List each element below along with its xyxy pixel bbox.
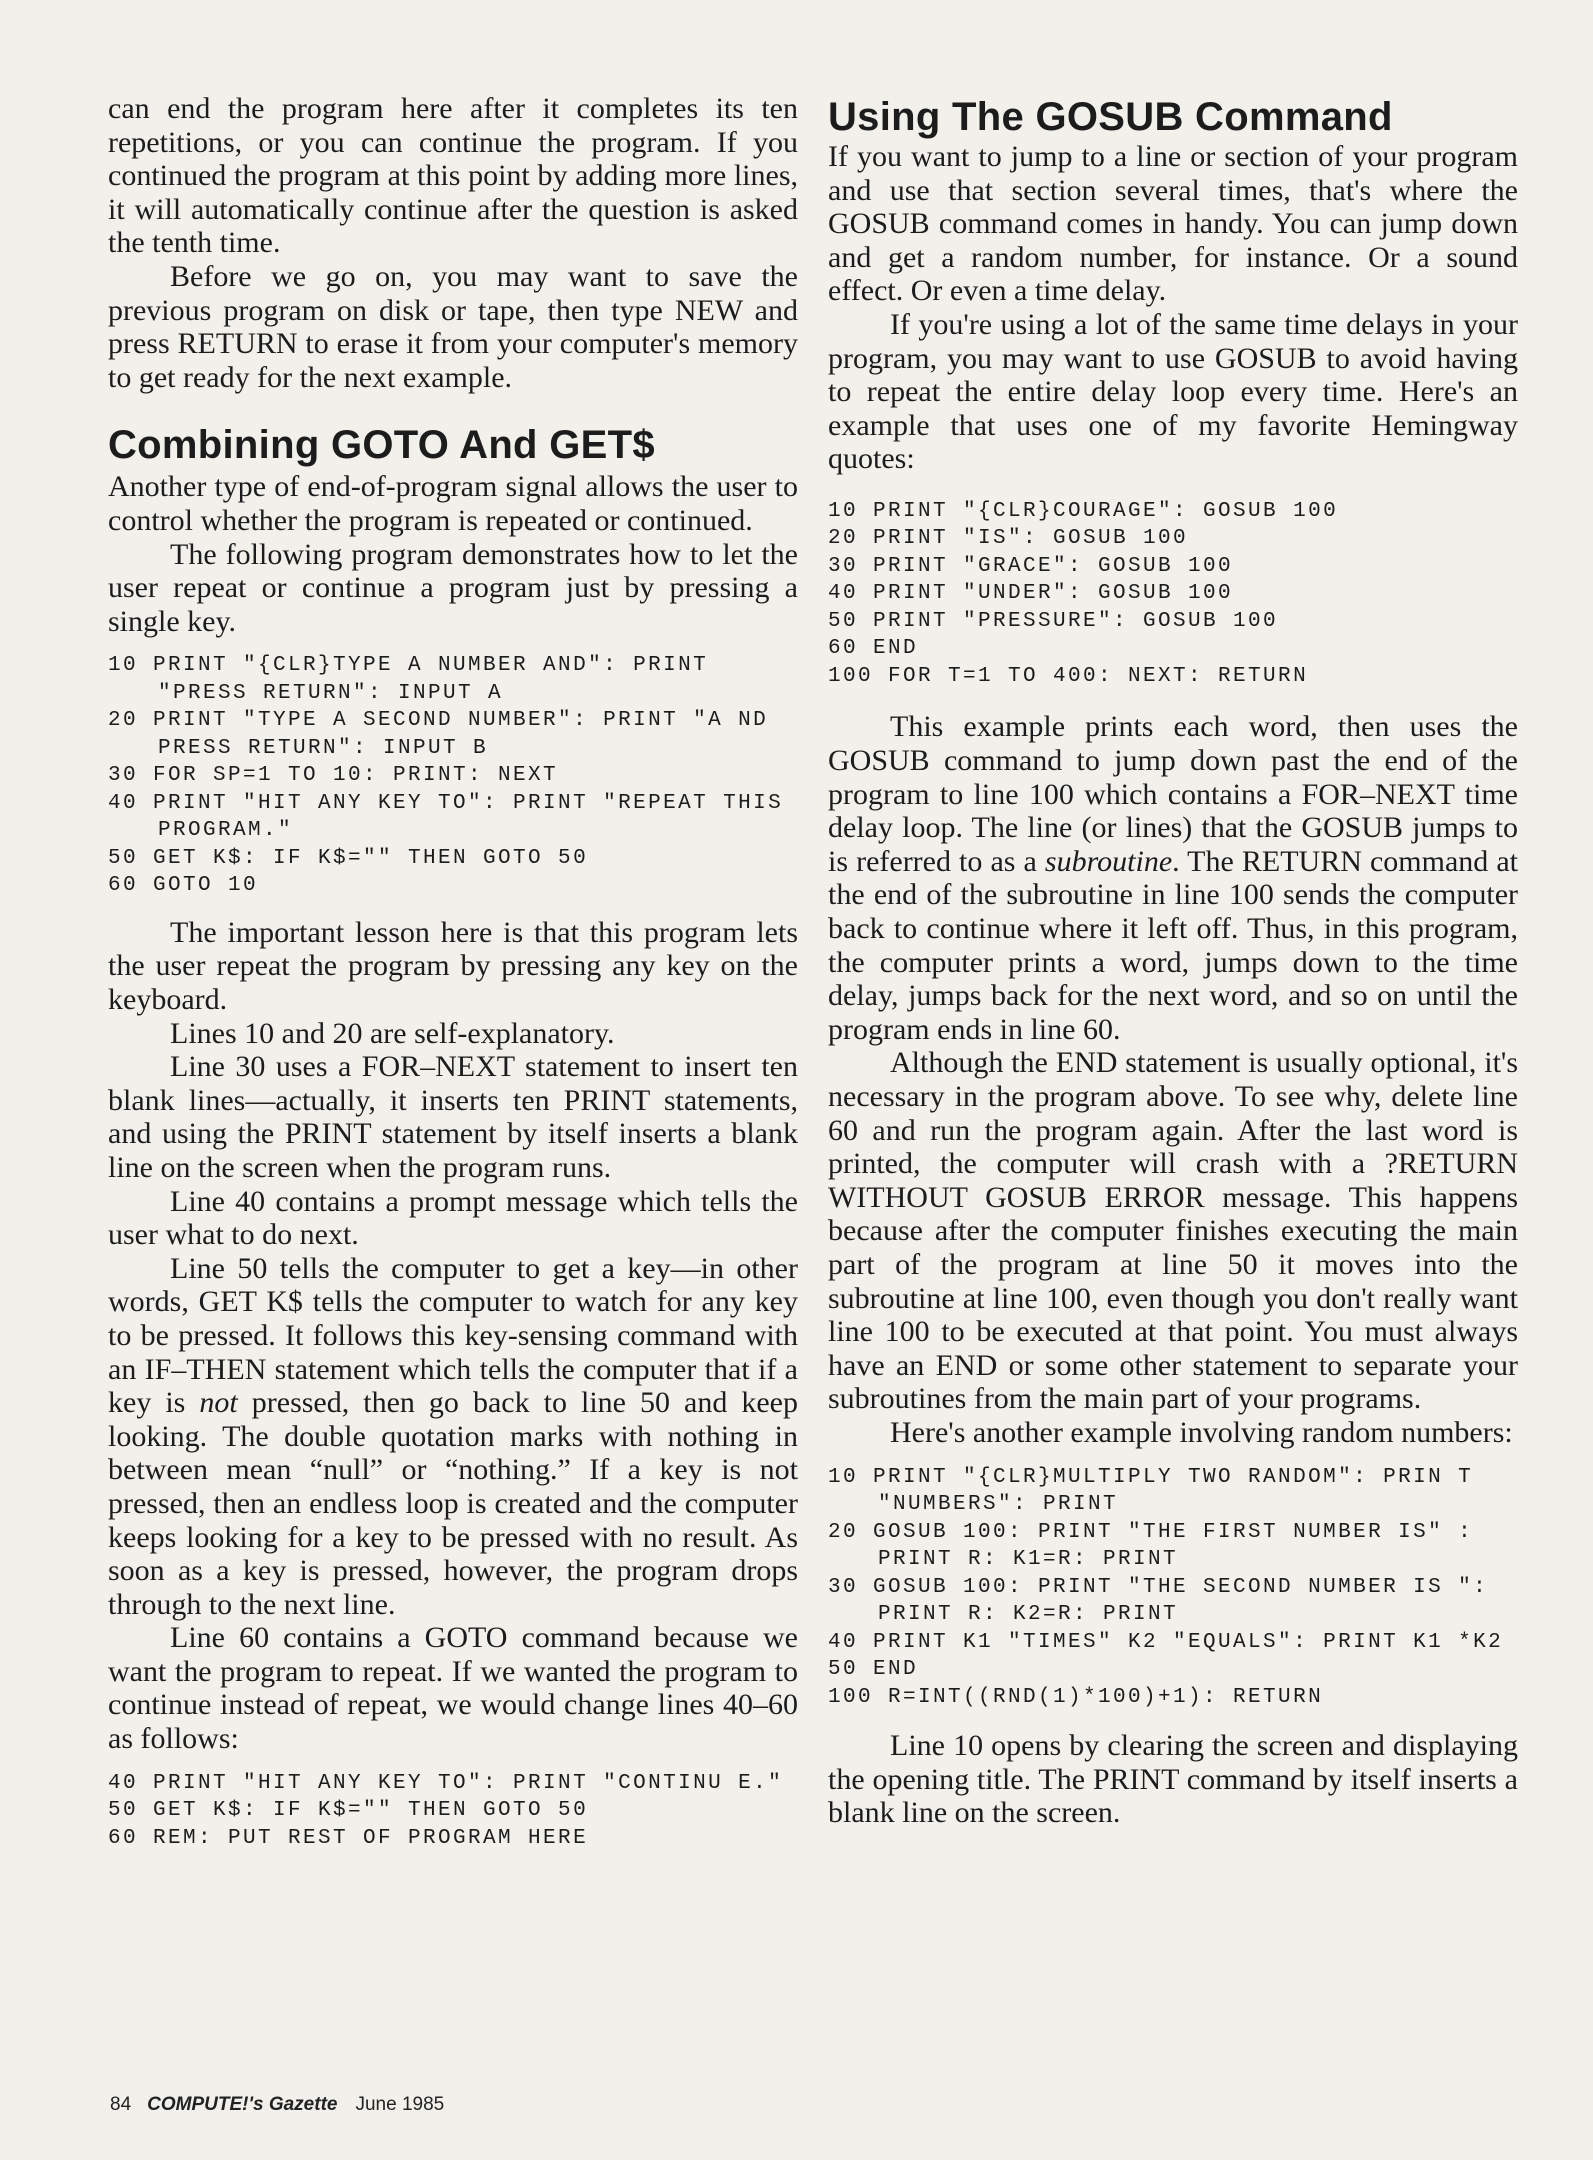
code-line: 50 PRINT "PRESSURE": GOSUB 100 [828, 609, 1279, 633]
code-line: 50 GET K$: IF K$="" THEN GOTO 50 [108, 846, 589, 870]
emphasis: not [199, 1386, 238, 1420]
publication-name: COMPUTE!'s Gazette [147, 2094, 338, 2115]
code-line: 30 PRINT "GRACE": GOSUB 100 [828, 554, 1234, 578]
code-line: 60 END [828, 637, 919, 661]
text-run: This example prints each word, then uses the GOSUB command to jump down past the end of the program to line 100 which contains a FOR–NEXT time delay loop. The line (or lines) that the GOSUB jumps to is referred to as a [828, 710, 1518, 878]
page-footer [110, 2094, 444, 2116]
paragraph: Although the END statement is usually optional, it's necessary in the program above. To see why, delete line 60 and run the program again. After the last word is printed, the computer will crash with a ?RETURN WITHOUT GOSUB ERROR message. This happens because after the computer finishes executing the main part of the program at line 50 it moves into the subroutine at line 100, even though you don't really want line 100 to be executed at that point. You must always have an END or some other statement to separate your subroutines from the main part of your programs. [828, 1046, 1518, 1416]
code-line: 30 GOSUB 100: PRINT "THE SECOND NUMBER IS ": PRINT R: K2=R: PRINT [828, 1575, 1504, 1626]
paragraph: Lines 10 and 20 are self-explanatory. [170, 1016, 615, 1050]
page-number: 84 [110, 2094, 132, 2115]
code-line: 40 PRINT K1 "TIMES" K2 "EQUALS": PRINT K1 *K2 [828, 1630, 1504, 1654]
code-line: 60 GOTO 10 [108, 874, 259, 898]
paragraph [828, 710, 1518, 1046]
text-run: . The RETURN command at the end of the subroutine in line 100 sends the computer back to continue where it left off. Thus, in this program, the computer prints a word, jumps down to the time delay, jumps back for the next word, and so on until the program ends in line 60. [828, 844, 1518, 1046]
code-listing-2 [108, 1770, 798, 1853]
paragraph: The following program demonstrates how to let the user repeat or continue a program just by pressing a single key. [108, 537, 798, 638]
paragraph: Here's another example involving random numbers: [890, 1415, 1513, 1449]
section-heading-goto-get: Combining GOTO And GET$ [108, 423, 655, 468]
paragraph: If you want to jump to a line or section of your program and use that section several times, that's where the GOSUB command comes in handy. You can jump down and get a random number, for instance. Or a sound effect. Or even a time delay. [828, 140, 1518, 308]
code-line: 50 END [828, 1658, 919, 1681]
code-line: 100 R=INT((RND(1)*100)+1): RETURN [828, 1685, 1324, 1709]
text-run: pressed, then go back to line 50 and keep looking. The double quotation marks with nothing in between mean “null” or “nothing.” If a key is not pressed, then an endless loop is created and the computer keeps looking for a key to be pressed with no result. As soon as a key is pressed, however, the program drops through to the next line. [108, 1386, 798, 1621]
code-line: 20 PRINT "IS": GOSUB 100 [828, 527, 1189, 551]
right-column [828, 92, 1518, 1830]
code-line: 50 GET K$: IF K$="" THEN GOTO 50 [108, 1799, 589, 1823]
code-line: 40 PRINT "HIT ANY KEY TO": PRINT "CONTINU E." [108, 1771, 784, 1795]
paragraph: Another type of end-of-program signal allows the user to control whether the program is repeated or continued. [108, 470, 798, 537]
code-line: 10 PRINT "{CLR}TYPE A NUMBER AND": PRINT "PRESS RETURN": INPUT A [108, 654, 724, 705]
code-listing-1 [108, 652, 798, 900]
left-column [108, 92, 798, 1852]
code-line: 20 GOSUB 100: PRINT "THE FIRST NUMBER IS" : PRINT R: K1=R: PRINT [828, 1520, 1489, 1571]
issue-date: June 1985 [355, 2094, 445, 2115]
paragraph: Line 40 contains a prompt message which tells the user what to do next. [108, 1184, 798, 1252]
paragraph: The important lesson here is that this program lets the user repeat the program by pressing any key on the keyboard. [108, 915, 798, 1016]
code-line: 20 PRINT "TYPE A SECOND NUMBER": PRINT "A ND PRESS RETURN": INPUT B [108, 709, 784, 760]
code-listing-4 [828, 1464, 1518, 1712]
paragraph: Line 10 opens by clearing the screen and displaying the opening title. The PRINT command by itself inserts a blank line on the screen. [828, 1729, 1518, 1830]
paragraph: If you're using a lot of the same time delays in your program, you may want to use GOSUB to avoid having to repeat the entire delay loop every time. Here's an example that uses one of my favorite Hemingway quotes: [828, 307, 1518, 476]
paragraph: Line 60 contains a GOTO command because we want the program to repeat. If we wanted the program to continue instead of repeat, we would change lines 40–60 as follows: [108, 1621, 798, 1756]
paragraph: Line 30 uses a FOR–NEXT statement to insert ten blank lines—actually, it inserts ten PRINT statements, and using the PRINT statement by itself inserts a blank line on the screen when the program runs. [108, 1050, 798, 1184]
code-line: 100 FOR T=1 TO 400: NEXT: RETURN [828, 664, 1309, 688]
paragraph [108, 1252, 798, 1622]
text-run: Line 50 tells the computer to get a key—in other words, GET K$ tells the computer to watch for any key to be pressed. It follows this key-sensing command with an IF–THEN statement which tells the computer that if a key is [108, 1251, 798, 1420]
section-heading-gosub: Using The GOSUB Command [828, 95, 1393, 139]
code-line: 30 FOR SP=1 TO 10: PRINT: NEXT [108, 764, 559, 788]
code-line: 60 REM: PUT REST OF PROGRAM HERE [108, 1826, 589, 1850]
paragraph: Before we go on, you may want to save the previous program on disk or tape, then type NEW and press RETURN to erase it from your computer's memory to get ready for the next example. [108, 259, 798, 394]
code-line: 40 PRINT "HIT ANY KEY TO": PRINT "REPEAT THIS PROGRAM." [108, 791, 799, 843]
code-line: 10 PRINT "{CLR}MULTIPLY TWO RANDOM": PRIN T "NUMBERS": PRINT [828, 1465, 1489, 1516]
emphasis: subroutine [1044, 844, 1173, 878]
paragraph: can end the program here after it completes its ten repetitions, or you can continue the program. If you continued the program at this point by adding more lines, it will automatically continue after the question is asked the tenth time. [108, 92, 798, 260]
code-line: 10 PRINT "{CLR}COURAGE": GOSUB 100 [828, 499, 1339, 523]
code-listing-3 [828, 498, 1518, 691]
code-line: 40 PRINT "UNDER": GOSUB 100 [828, 582, 1234, 606]
